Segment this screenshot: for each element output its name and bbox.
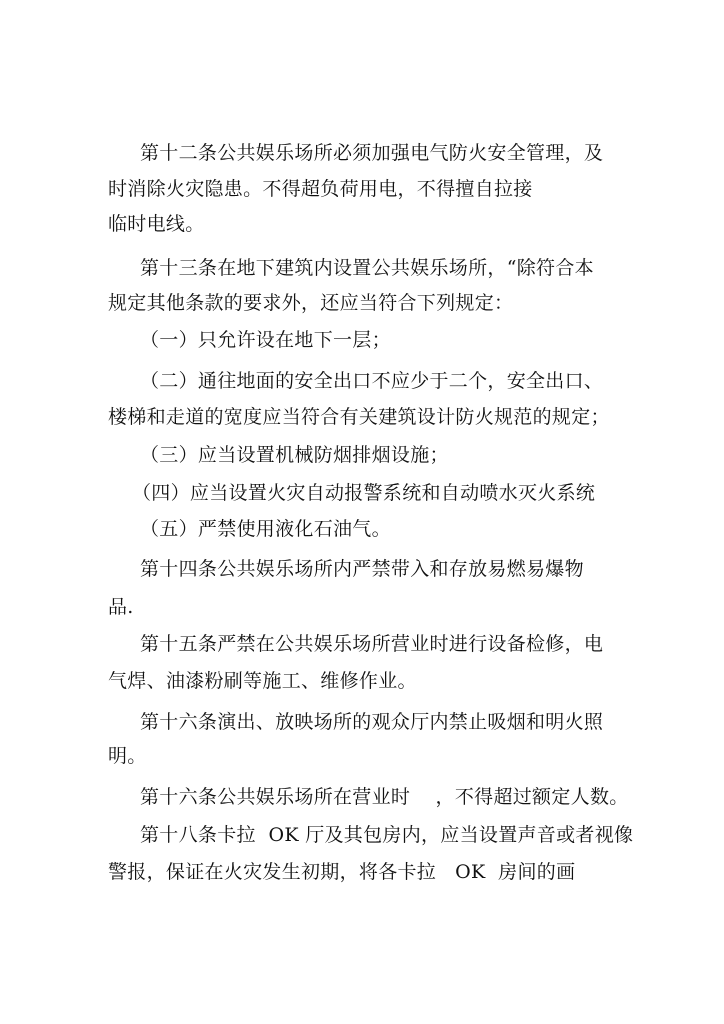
text-line: 第十六条公共娱乐场所在营业时 ，不得超过额定人数。 [140,786,629,808]
text-line: 第十六条演出、放映场所的观众厅内禁止吸烟和明火照 [140,711,604,733]
text-line: （三）应当设置机械防烟排烟设施； [140,444,449,466]
text-line: 楼梯和走道的宽度应当符合有关建筑设计防火规范的规定； [108,406,610,428]
text-line: 第十三条在地下建筑内设置公共娱乐场所，“除符合本 [140,257,594,279]
text-line: （五）严禁使用液化石油气。 [140,518,391,540]
text-line: （二）通往地面的安全出口不应少于二个，安全出口、 [140,370,604,392]
text-line: 第十二条公共娱乐场所必须加强电气防火安全管理，及 [140,142,604,164]
text-line: 时消除火灾隐患。不得超负荷用电，不得擅自拉接 [108,178,533,200]
text-line: 规定其他条款的要求外，还应当符合下列规定： [108,292,514,314]
text-line: 第十五条严禁在公共娱乐场所营业时进行设备检修，电 [140,633,604,655]
text-line: 第十四条公共娱乐场所内严禁带入和存放易燃易爆物 [140,558,584,580]
text-line: 临时电线。 [108,213,205,235]
text-line: 气焊、油漆粉刷等施工、维修作业。 [108,670,417,692]
text-line: （一）只允许设在地下一层； [140,329,391,351]
text-line: 第十八条卡拉 OK 厅及其包房内，应当设置声音或者视像 [140,824,634,846]
text-line: 警报，保证在火灾发生初期，将各卡拉 OK 房间的画 [108,861,576,883]
text-line: 品. [108,596,134,618]
text-line: （四）应当设置火灾自动报警系统和自动喷水灭火系统 [132,482,596,504]
text-line: 明。 [108,745,147,767]
